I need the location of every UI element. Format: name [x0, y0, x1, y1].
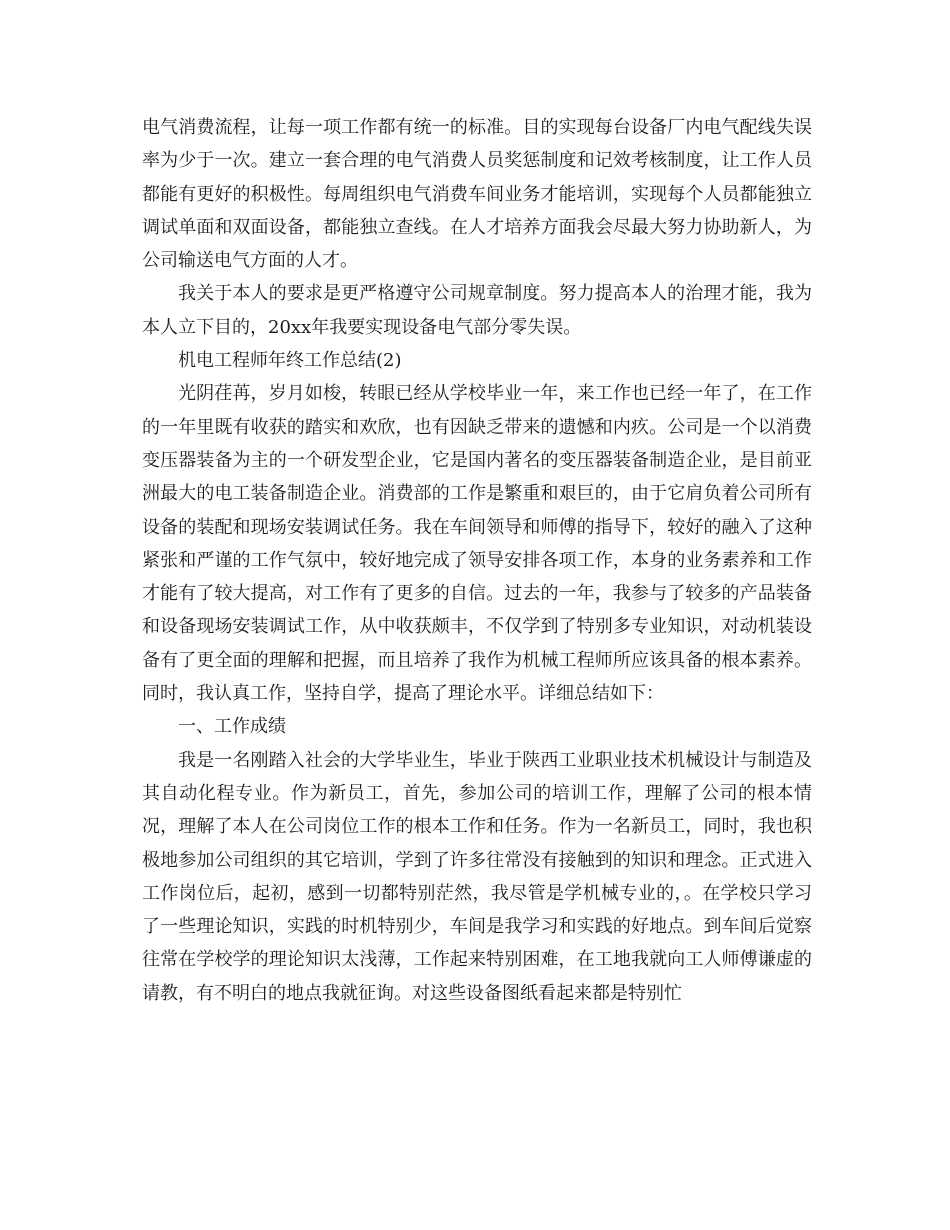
paragraph-continuation: 电气消费流程，让每一项工作都有统一的标准。目的实现每台设备厂内电气配线失误率为少于一次。建立一套合理的电气消费人员奖惩制度和记效考核制度，让工作人员都能有更好的积极性。每周组织电气消费车间业务才能培训，实现每个人员都能独立调试单面和双面设备，都能独立查线。在人才培养方面我会尽最大努力协助新人，为公司输送电气方面的人才。 [142, 117, 812, 272]
paragraph: 我关于本人的要求是更严格遵守公司规章制度。努力提高本人的治理才能，我为本人立下目的，20xx年我要实现设备电气部分零失误。 [142, 283, 812, 338]
paragraph: 光阴荏苒，岁月如梭，转眼已经从学校毕业一年，来工作也已经一年了，在工作的一年里既有收获的踏实和欢欣，也有因缺乏带来的遗憾和内疚。公司是一个以消费变压器装备为主的一个研发型企业，它是国内著名的变压器装备制造企业，是目前亚洲最大的电工装备制造企业。消费部的工作是繁重和艰巨的，由于它肩负着公司所有设备的装配和现场安装调试任务。我在车间领导和师傅的指导下，较好的融入了这种紧张和严谨的工作气氛中，较好地完成了领导安排各项工作，本身的业务素养和工作才能有了较大提高，对工作有了更多的自信。过去的一年，我参与了较多的产品装备和设备现场安装调试工作，从中收获颇丰，不仅学到了特别多专业知识，对动机装设备有了更全面的理解和把握，而且培养了我作为机械工程师所应该具备的根本素养。同时，我认真工作，坚持自学，提高了理论水平。详细总结如下： [142, 383, 812, 705]
section-heading: 一、工作成绩 [178, 716, 286, 738]
document-page [142, 111, 812, 1010]
section-title: 机电工程师年终工作总结(2) [178, 350, 402, 372]
paragraph: 我是一名刚踏入社会的大学毕业生，毕业于陕西工业职业技术机械设计与制造及其自动化程专业。作为新员工，首先，参加公司的培训工作，理解了公司的根本情况，理解了本人在公司岗位工作的根本工作和任务。作为一名新员工，同时，我也积极地参加公司组织的其它培训，学到了许多往常没有接触到的知识和理念。正式进入工作岗位后，起初，感到一切都特别茫然，我尽管是学机械专业的，。在学校只学习了一些理论知识，实践的时机特别少，车间是我学习和实践的好地点。到车间后觉察往常在学校学的理论知识太浅薄，工作起来特别困难，在工地我就向工人师傅谦虚的请教，有不明白的地点我就征询。对这些设备图纸看起来都是特别忙 [142, 749, 812, 1004]
